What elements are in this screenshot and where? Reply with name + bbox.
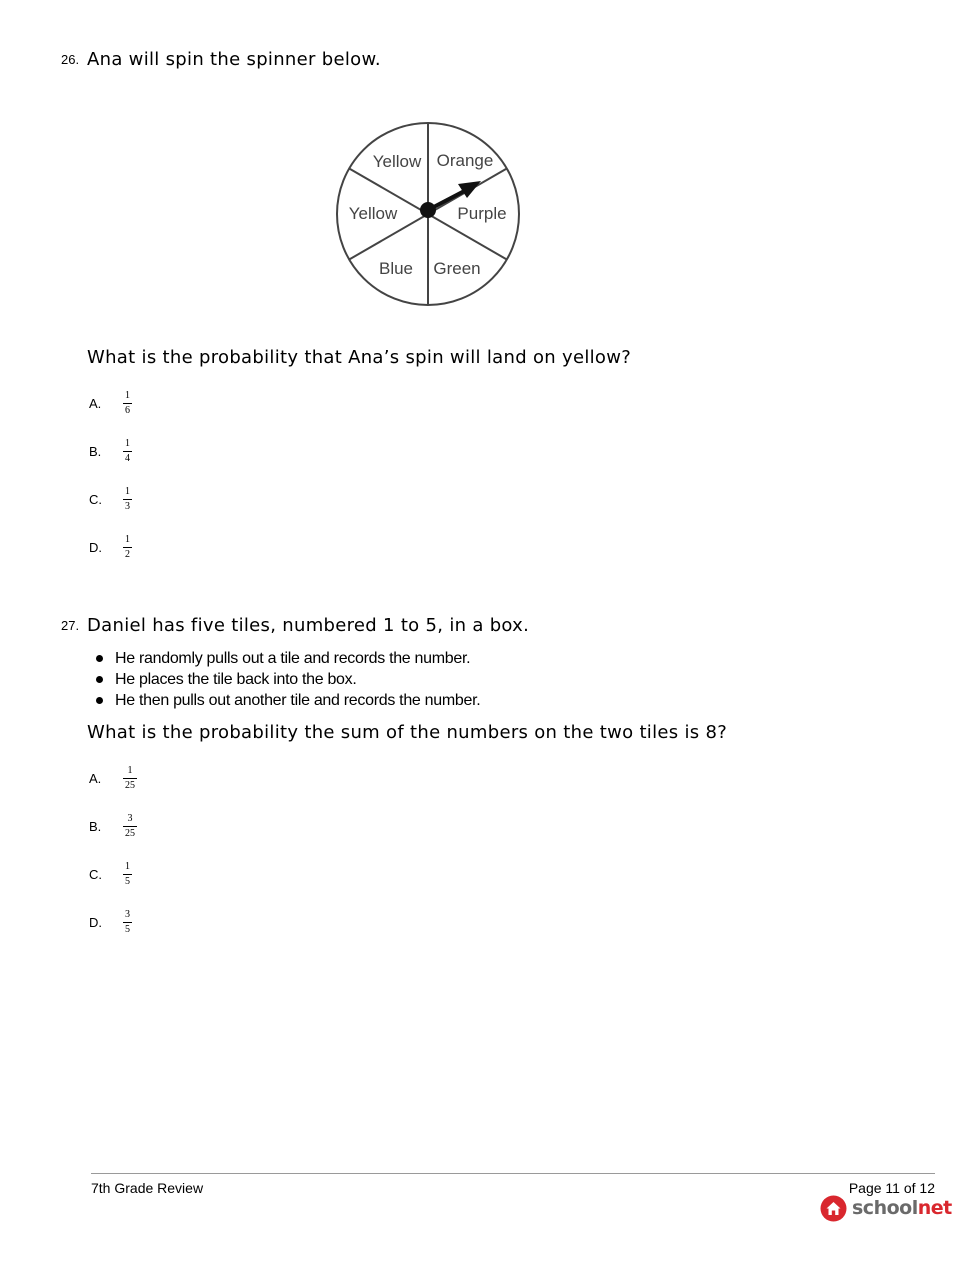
choice-letter: C. (89, 867, 102, 882)
list-item: He randomly pulls out a tile and records the number. (94, 648, 480, 669)
fraction: 1 4 (125, 438, 130, 464)
spinner-label: Blue (378, 259, 414, 278)
choice-letter: A. (89, 771, 102, 786)
fraction: 1 6 (125, 390, 130, 416)
fraction: 1 3 (125, 486, 130, 512)
question-prompt: Daniel has five tiles, numbered 1 to 5, in a box. (87, 615, 530, 636)
spinner-label: Green (433, 259, 481, 278)
question-text: What is the probability the sum of the numbers on the two tiles is 8? (87, 722, 728, 743)
spinner-diagram (330, 118, 526, 314)
logo-text: school (852, 1197, 918, 1219)
fraction: 1 5 (125, 861, 130, 887)
question-number: 27. (61, 618, 80, 633)
question-text: What is the probability that Ana’s spin will land on yellow? (87, 347, 632, 368)
page-number: Page 11 of 12 (848, 1180, 935, 1196)
choice-letter: B. (89, 819, 102, 834)
spinner-label: Yellow (372, 152, 422, 171)
footer-divider (91, 1173, 935, 1174)
question-number: 26. (61, 52, 80, 67)
footer-title: 7th Grade Review (91, 1180, 204, 1196)
list-item: He then pulls out another tile and records the number. (94, 690, 480, 711)
house-icon (820, 1195, 847, 1222)
list-item: He places the tile back into the box. (94, 669, 480, 690)
fraction: 1 2 (125, 534, 130, 560)
spinner-label: Purple (457, 204, 507, 223)
choice-letter: C. (89, 492, 102, 507)
fraction: 1 25 (125, 765, 135, 791)
spinner-label: Yellow (348, 204, 398, 223)
choice-letter: D. (89, 540, 102, 555)
choice-letter: A. (89, 396, 102, 411)
spinner-label: Orange (436, 151, 494, 170)
schoolnet-logo (820, 1194, 952, 1222)
choice-letter: D. (89, 915, 102, 930)
spinner-hub (420, 202, 436, 218)
fraction: 3 25 (125, 813, 135, 839)
fraction: 3 5 (125, 909, 130, 935)
logo-text-accent: net (917, 1197, 952, 1219)
bullet-list (94, 648, 480, 711)
choice-letter: B. (89, 444, 102, 459)
question-prompt: Ana will spin the spinner below. (87, 49, 381, 70)
